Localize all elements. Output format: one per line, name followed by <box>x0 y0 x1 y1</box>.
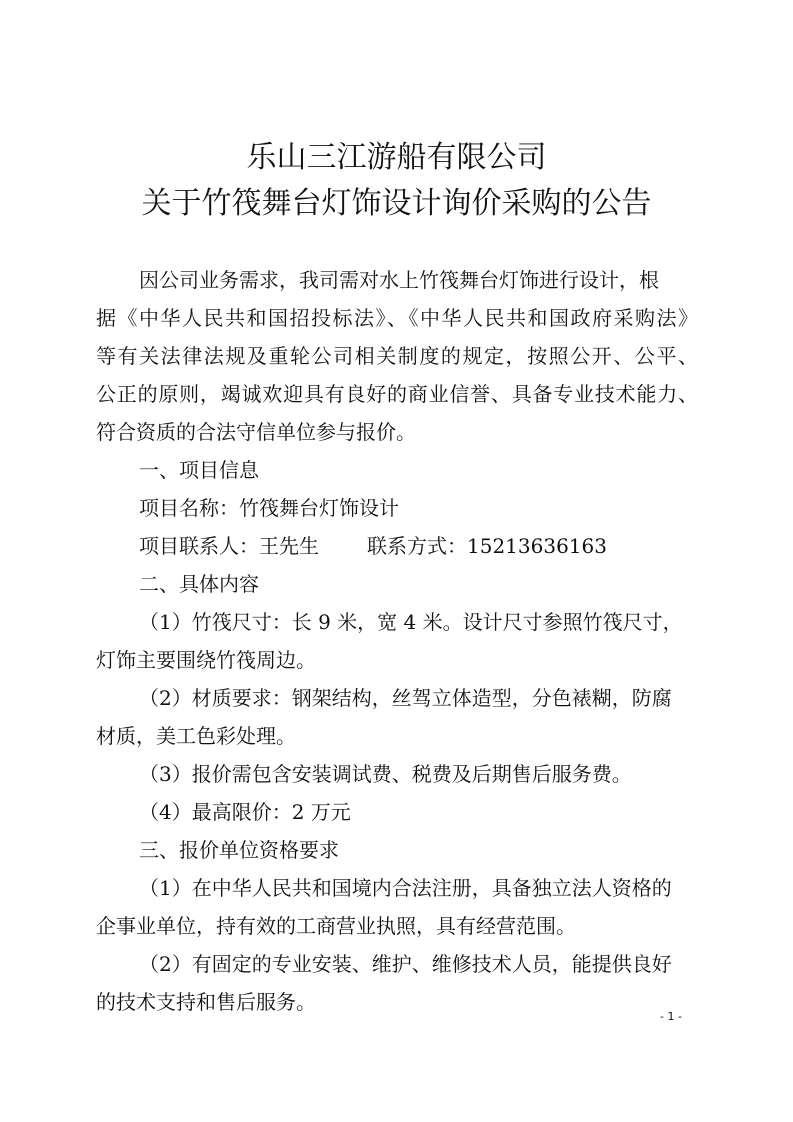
content-item-2-line-2: 材质，美工色彩处理。 <box>96 724 296 748</box>
intro-line-2: 据《中华人民共和国招投标法》、《中华人民共和国政府采购法》 <box>96 306 698 330</box>
intro-line-4: 公正的原则，竭诚欢迎具有良好的商业信誉、具备专业技术能力、 <box>96 382 698 406</box>
title-announcement: 关于竹筏舞台灯饰设计询价采购的公告 <box>141 186 652 221</box>
title-company: 乐山三江游船有限公司 <box>246 140 547 175</box>
section-heading-project-info: 一、项目信息 <box>139 458 259 482</box>
content-item-3: （3）报价需包含安装调试费、税费及后期售后服务费。 <box>139 762 632 786</box>
page-number: - 1 - <box>660 1010 682 1023</box>
qualification-item-2-line-1: （2）有固定的专业安装、维护、维修技术人员，能提供良好 <box>139 952 672 976</box>
intro-line-5: 符合资质的合法守信单位参与报价。 <box>96 420 416 444</box>
qualification-item-1-line-2: 企事业单位，持有效的工商营业执照，具有经营范围。 <box>96 914 576 938</box>
content-item-1-line-1: （1）竹筏尺寸：长 9 米，宽 4 米。设计尺寸参照竹筏尺寸， <box>139 610 683 634</box>
section-heading-content: 二、具体内容 <box>139 572 259 596</box>
content-item-1-line-2: 灯饰主要围绕竹筏周边。 <box>96 648 316 672</box>
content-item-2-line-1: （2）材质要求：钢架结构，丝驾立体造型，分色裱糊，防腐 <box>139 686 672 710</box>
project-contact <box>139 532 607 560</box>
qualification-item-1-line-1: （1）在中华人民共和国境内合法注册，具备独立法人资格的 <box>139 876 672 900</box>
section-heading-qualifications: 三、报价单位资格要求 <box>139 838 339 862</box>
contact-phone: 联系方式：15213636163 <box>367 534 607 558</box>
intro-line-3: 等有关法律法规及重轮公司相关制度的规定，按照公开、公平、 <box>96 344 698 368</box>
project-name: 项目名称：竹筏舞台灯饰设计 <box>139 496 399 520</box>
content-item-4: （4）最高限价：2 万元 <box>139 800 351 824</box>
intro-line-1: 因公司业务需求，我司需对水上竹筏舞台灯饰进行设计，根 <box>139 268 659 292</box>
contact-person: 项目联系人：王先生 <box>139 534 319 558</box>
qualification-item-2-line-2: 的技术支持和售后服务。 <box>96 990 316 1014</box>
